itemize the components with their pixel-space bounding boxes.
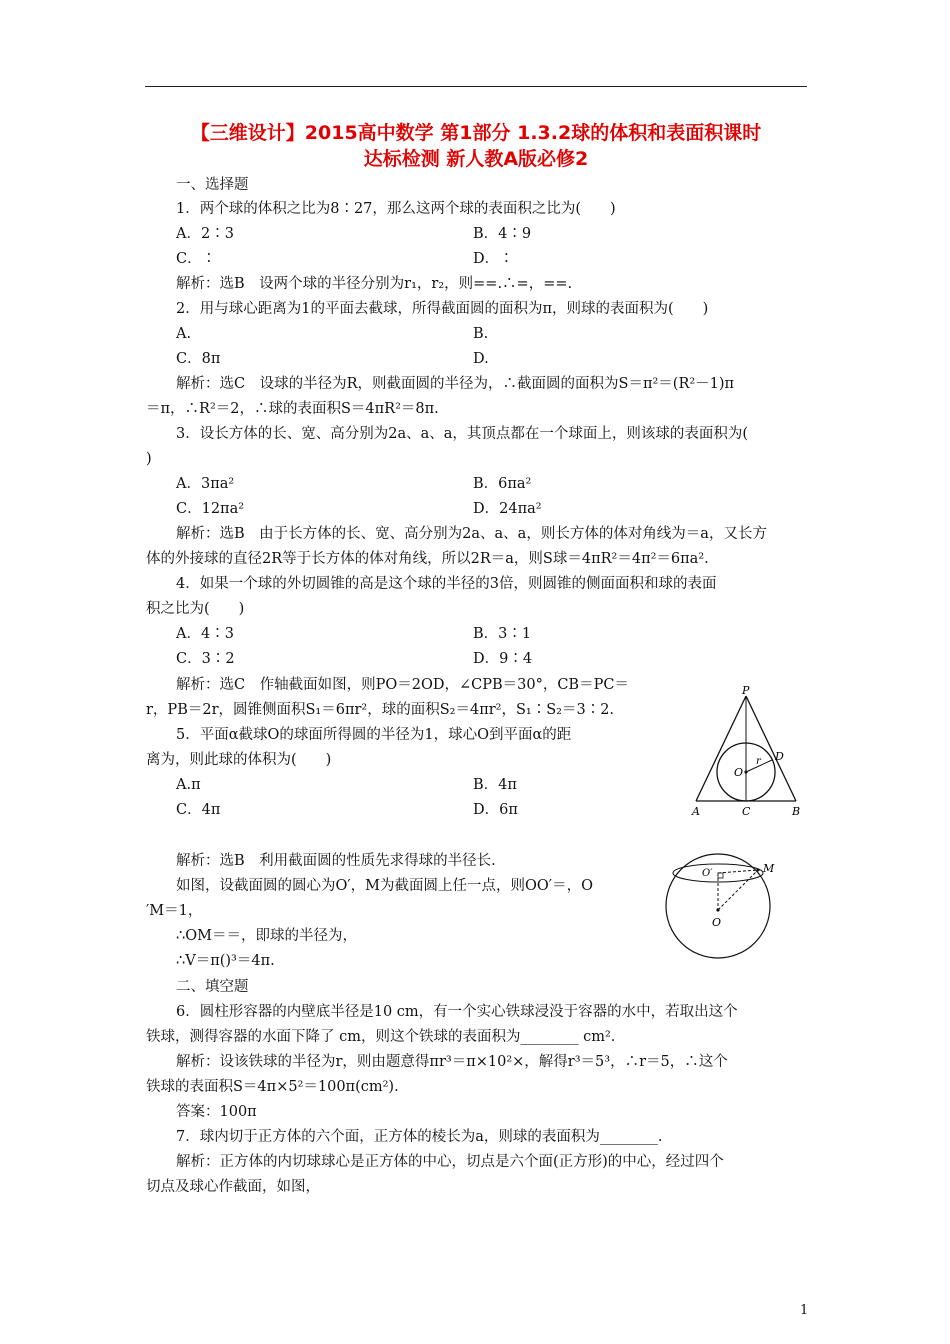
option-a: A.π: [176, 777, 201, 793]
sphere-section-figure: [658, 852, 808, 962]
solution-7-line1: 解析：正方体的内切球球心是正方体的中心，切点是六个面(正方形)的中心，经过四个: [176, 1154, 724, 1170]
fig2-m-dot: [757, 869, 760, 872]
fig2-label-o: O: [712, 916, 722, 929]
solution-6-line1: 解析：设该铁球的半径为r，则由题意得πr³＝π×10²×，解得r³＝5³，∴r＝5，∴这个: [176, 1054, 728, 1070]
question-6-line1: 6．圆柱形容器的内壁底半径是10 cm，有一个实心铁球浸没于容器的水中，若取出这个: [176, 1004, 738, 1020]
option-d: D．9∶4: [473, 651, 533, 667]
question-2: 2．用与球心距离为1的平面去截球，所得截面圆的面积为π，则球的表面积为( ): [176, 301, 709, 317]
solution-6-line2: 铁球的表面积S＝4π×5²＝100π(cm²).: [146, 1079, 399, 1095]
solution-5-line3: ′M＝1，: [146, 903, 203, 919]
option-c: C．∶: [176, 251, 217, 267]
fig2-label-o1: O′: [702, 868, 713, 879]
fig2-center-dot: [716, 908, 719, 911]
question-4-line2: 积之比为( ): [146, 601, 245, 617]
question-1: 1．两个球的体积之比为8∶27，那么这两个球的表面积之比为( ): [176, 201, 616, 217]
option-a: A.: [176, 326, 192, 342]
option-c: C．8π: [176, 351, 221, 367]
question-3-line1: 3．设长方体的长、宽、高分别为2a、a、a，其顶点都在一个球面上，则该球的表面积为(: [176, 426, 749, 442]
fig1-edge-pa: [696, 696, 746, 801]
fig1-label-a: A: [692, 805, 700, 818]
question-4-line1: 4．如果一个球的外切圆锥的高是这个球的半径的3倍，则圆锥的侧面面积和球的表面: [176, 576, 717, 592]
option-c: C．12πa²: [176, 501, 245, 517]
solution-1: 解析：选B 设两个球的半径分别为r₁，r₂，则==.∴=，==.: [176, 276, 573, 292]
solution-2-line1: 解析：选C 设球的半径为R，则截面圆的半径为，∴截面圆的面积为S＝π²＝(R²－1)π: [176, 376, 735, 392]
doc-title-line2: 达标检测 新人教A版必修2: [363, 148, 589, 170]
solution-5-line5: ∴V＝π()³＝4π.: [176, 953, 275, 969]
cone-cross-section-figure: [686, 684, 812, 820]
option-d: D．6π: [473, 802, 518, 818]
fig1-center-dot: [744, 770, 747, 773]
option-d: D.: [473, 351, 489, 367]
option-a: A．2∶3: [176, 226, 234, 242]
doc-title-line1: 【三维设计】2015高中数学 第1部分 1.3.2球的体积和表面积课时: [190, 122, 762, 144]
option-a: A．3πa²: [176, 476, 235, 492]
section-heading: 二、填空题: [176, 979, 249, 995]
solution-5-line4: ∴OM＝＝，即球的半径为，: [176, 928, 357, 944]
fig1-label-o: O: [734, 766, 744, 779]
option-a: A．4∶3: [176, 626, 234, 642]
solution-2-line2: ＝π，∴R²＝2，∴球的表面积S＝4πR²＝8π.: [146, 401, 439, 417]
solution-5-line1: 解析：选B 利用截面圆的性质先求得球的半径长.: [176, 853, 496, 869]
question-6-line2: 铁球，测得容器的水面下降了 cm，则这个铁球的表面积为________ cm².: [146, 1029, 616, 1045]
option-d: D．24πa²: [473, 501, 542, 517]
option-b: B．6πa²: [473, 476, 532, 492]
option-b: B．3∶1: [473, 626, 532, 642]
solution-3-line1: 解析：选B 由于长方体的长、宽、高分别为2a、a、a，则长方体的体对角线为＝a，又长方: [176, 526, 767, 542]
fig1-label-p: P: [742, 684, 750, 697]
section-heading: 一、选择题: [176, 177, 249, 193]
option-c: C．3∶2: [176, 651, 235, 667]
fig1-edge-pb: [746, 696, 796, 801]
solution-7-line2: 切点及球心作截面，如图，: [146, 1179, 320, 1195]
question-5-line1: 5．平面α截球O的球面所得圆的半径为1，球心O到平面α的距: [176, 727, 572, 743]
solution-4-line2: r，PB＝2r，圆锥侧面积S₁＝6πr²，球的面积S₂＝4πr²，S₁∶S₂＝3∶2.: [146, 702, 615, 718]
answer-6: 答案：100π: [176, 1104, 257, 1120]
option-b: B.: [473, 326, 489, 342]
fig2-segment-om: [718, 870, 758, 910]
fig1-label-r: r: [756, 756, 761, 767]
solution-4-line1: 解析：选C 作轴截面如图，则PO＝2OD，∠CPB＝30°，CB＝PC＝: [176, 677, 629, 693]
fig1-label-b: B: [792, 805, 801, 818]
question-5-line2: 离为，则此球的体积为( ): [146, 752, 332, 768]
solution-5-line2: 如图，设截面圆的圆心为O′，M为截面圆上任一点，则OO′＝，O: [176, 878, 593, 894]
fig1-label-c: C: [742, 805, 751, 818]
option-c: C．4π: [176, 802, 221, 818]
page-number: 1: [800, 1303, 809, 1318]
fig1-label-d: D: [775, 750, 784, 763]
option-b: B．4π: [473, 777, 517, 793]
header-rule: [145, 86, 807, 87]
fig2-label-m: M: [763, 862, 775, 875]
option-b: B．4∶9: [473, 226, 532, 242]
question-3-line2: ): [146, 451, 152, 467]
solution-3-line2: 体的外接球的直径2R等于长方体的体对角线，所以2R＝a，则S球＝4πR²＝4π²＝6πa².: [146, 551, 709, 567]
fig2-segment-o1m: [718, 870, 758, 873]
question-7: 7．球内切于正方体的六个面，正方体的棱长为a，则球的表面积为________.: [176, 1129, 663, 1145]
option-d: D．∶: [473, 251, 514, 267]
fig2-right-angle-mark: [718, 873, 723, 878]
